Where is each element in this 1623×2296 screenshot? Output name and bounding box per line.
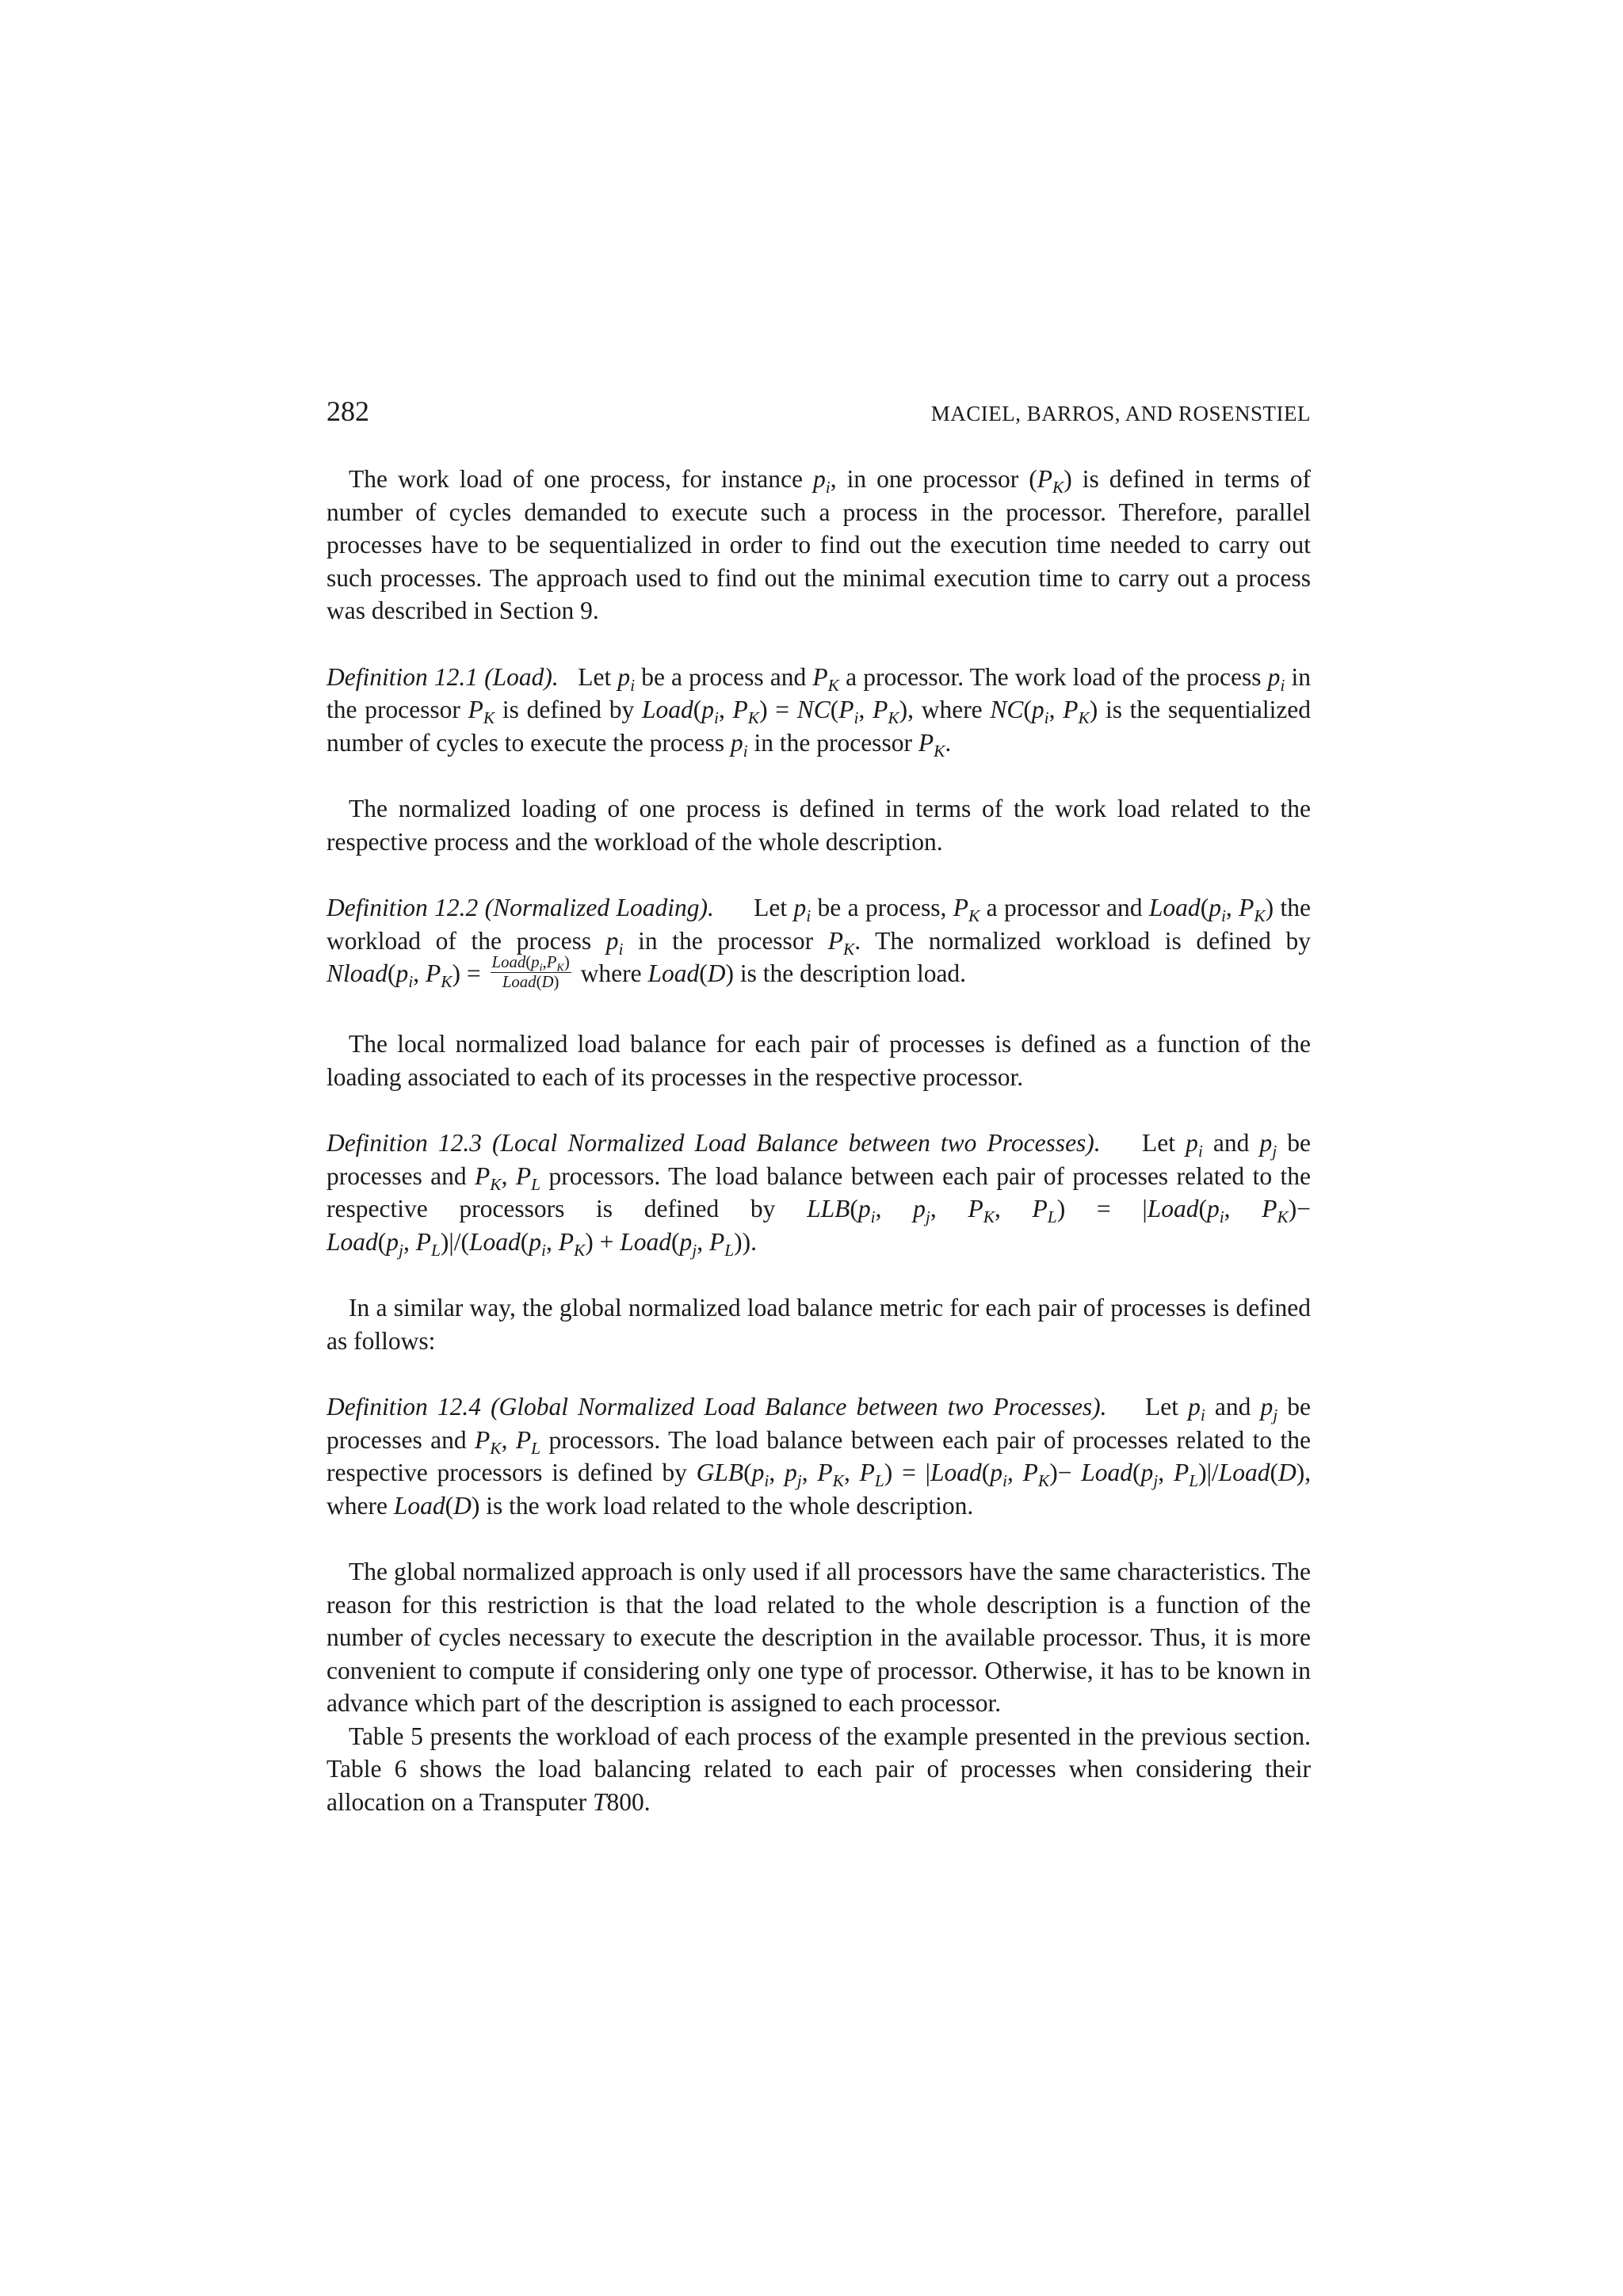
paragraph-tables-reference: Table 5 presents the workload of each process of the example presented in the previous section. Table 6 shows the load balancing related to each pair of processes when considering their allocation on a Transputer T800. [327,1722,1311,1816]
math-transputer: T800 [592,1787,644,1816]
definition-12-4: Definition 12.4 (Global Normalized Load Balance between two Processes). Let $p_i$ and $p_j$ be processes and $P_K$, $P_L$ processors. The load balance between each pair of processes related to the respective processors is defined by $GLB(p_i$, $p_j$, $P_K$, $P_L$) = $|Load(p_i$, $P_K)-$ $Load(p_j$, $P_L)|/Load(D)$, where Load(D) is the work load related to the whole description. [327,1393,1312,1520]
math-p-i: $p_i$ [812,465,831,497]
paragraph-global-approach: The global normalized approach is only used if all processors have the same characteristics. The reason for this restriction is that the load related to the whole description is a function of the number of cycles necessary to execute the description in the available processor. Thus, it is more convenient to compute if considering only one type of processor. Otherwise, it has to be known in advance which part of the description is assigned to each processor. [327,1558,1311,1718]
definition-heading: Definition 12.3 (Local Normalized Load Balance between two Processes). [327,1129,1101,1158]
math-P-K: $P_K$ [1037,465,1064,497]
paragraph-workload-intro: The work load of one process, for instance $p_i$, in one processor $(P_K)$ is defined in terms of number of cycles demanded to execute such a process in the processor. Therefore, parallel processes have to be sequentialized in order to find out the execution time needed to carry out such processes. The approach used to find out the minimal execution time to carry out a process was described in Section 9. [327,465,1311,624]
math-load-definition: $Load(p_i$, $P_K) = NC(P_i$, $P_K$) [641,696,908,727]
page-header [327,395,1311,426]
fraction: $\frac{Load(p_i,P_K)}{\text{Load(D)}}$ [491,953,570,992]
math-llb-definition: $LLB(p_i$, $p_j$, $P_K$, $P_L$) = $|Load(p_i$, $P_K)-$ [807,1195,1312,1226]
body-text [327,463,1311,1818]
paragraph-local-balance-intro: The local normalized load balance for each pair of processes is defined as a function of the loading associated to each of its processes in the respective processor. [327,1030,1311,1091]
page-number: 282 [327,395,369,427]
page [327,395,1311,1818]
paragraph-global-balance-intro: In a similar way, the global normalized load balance metric for each pair of processes is defined as follows: [327,1294,1311,1355]
definition-heading: Definition 12.4 (Global Normalized Load Balance between two Processes). [327,1393,1107,1421]
definition-12-3: Definition 12.3 (Local Normalized Load Balance between two Processes). Let $p_i$ and $p_j$ be processes and $P_K$, $P_L$ processors. The load balance between each pair of processes related to the respective processors is defined by $LLB(p_i$, $p_j$, $P_K$, $P_L$) = $|Load(p_i$, $P_K)-$ $Load(p_j$, $P_L)|/(Load(p_i$, $P_K$) + $Load(p_j$, $P_L$)). [327,1129,1312,1260]
definition-12-2: Definition 12.2 (Normalized Loading). Let $p_i$ be a process, $P_K$ a processor and $Load(p_i$, $P_K$) the workload of the process $p_i$ in the processor $P_K$. The normalized workload is defined by $Nload(p_i$, $P_K$) = $\frac{Load(p_i,P_K)}{\text{Load(D)}}$ where Load(D) is the description load. [327,894,1312,992]
math-glb-definition: $GLB(p_i$, $p_j$, $P_K$, $P_L$) = $|Load(p_i$, $P_K)-$ [696,1459,1072,1490]
paragraph-normalized-loading-intro: The normalized loading of one process is defined in terms of the work load related to the respective process and the workload of the whole description. [327,795,1311,856]
running-head: MACIEL, BARROS, AND ROSENSTIEL [930,402,1311,425]
definition-heading: Definition 12.2 (Normalized Loading). [327,894,714,921]
definition-12-1: Definition 12.1 (Load). Let $p_i$ be a process and $P_K$ a processor. The work load of the process $p_i$ in the processor $P_K$ is defined by $Load(p_i$, $P_K) = NC(P_i$, $P_K$), where $NC(p_i$, $P_K$) is the sequentialized number of cycles to execute the process $p_i$ in the processor $P_K$. [327,662,1312,761]
definition-heading: Definition 12.1 (Load). [327,662,559,691]
math-nload-definition: $Nload(p_i$, $P_K$) = $\frac{Load(p_i,P_K)}{\text{Load(D)}}$ [327,953,570,992]
